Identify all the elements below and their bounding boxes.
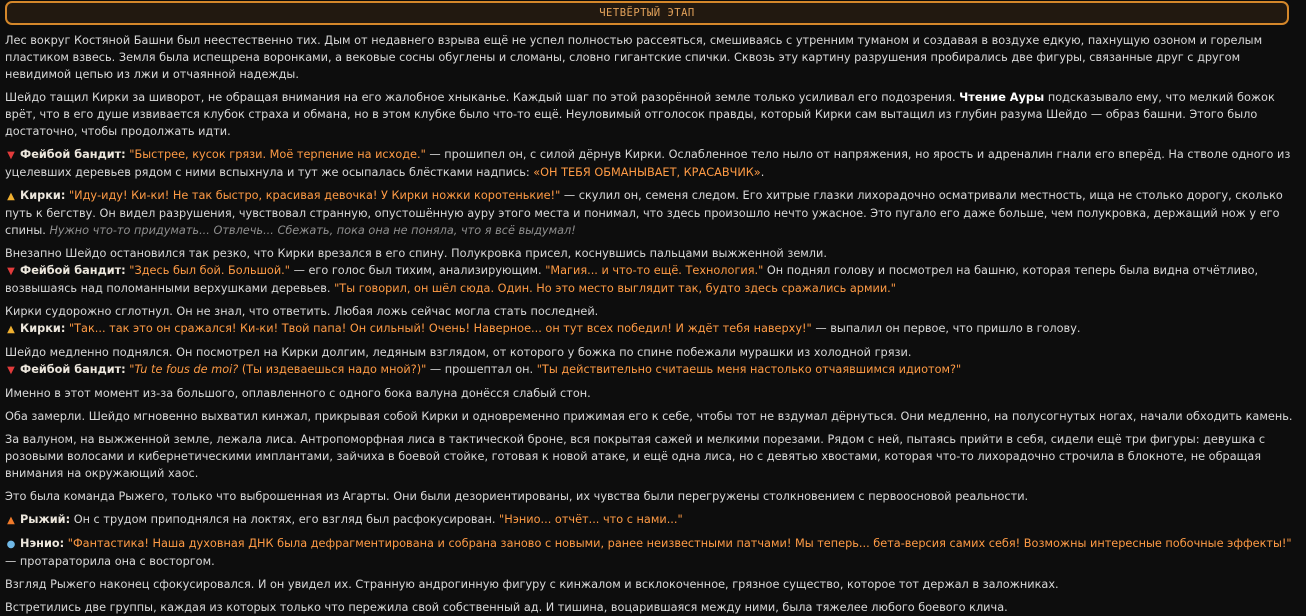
narration-text: Шейдо медленно поднялся. Он посмотрел на Кирки долгим, ледяным взглядом, от которого у божка по спине побежали мурашки из холодной грязи. — [5, 346, 912, 359]
narration-paragraph — [5, 576, 1302, 593]
speaker-name: Кирки: — [20, 322, 66, 335]
dialogue-quote: "Магия... и что-то ещё. Технология." — [545, 264, 764, 277]
narration-paragraph — [5, 385, 1302, 402]
narration-text: — скулил он, семеня следом. Его хитрые глазки лихорадочно осматривали местность, ища не столько дорогу, сколько путь к бегству. Он видел разрушения, чувствовал странную, опустошённую ауру этого места и понимал, что здесь произошло нечто ужасное. Это пугало его даже больше, чем полукровка, держащий нож у его спины. — [5, 189, 1283, 237]
stage-title: ЧЕТВЁРТЫЙ ЭТАП — [599, 6, 695, 19]
stage-header — [5, 1, 1289, 25]
skill-name: Чтение Ауры — [959, 91, 1045, 104]
narration-paragraph — [5, 488, 1302, 505]
dialogue-quote: "Так... так это он сражался! Ки-ки! Твой папа! Он сильный! Очень! Наверное... он тут всех победил! И ждёт тебя наверху!" — [68, 322, 812, 335]
devil-face-icon: ▼ — [7, 365, 15, 376]
narration-text: Кирки судорожно сглотнул. Он не знал, что ответить. Любая ложь сейчас могла стать последней. — [5, 305, 599, 318]
narration-paragraph — [5, 303, 1302, 320]
dialogue-quote: "Здесь был бой. Большой." — [129, 264, 290, 277]
narration-text: Шейдо тащил Кирки за шиворот, не обращая внимания на его жалобное хныканье. Каждый шаг по этой разорённой земле только усиливал его подозрения. — [5, 91, 956, 104]
robot-icon: ● — [6, 539, 16, 550]
narration-text: Встретились две группы, каждая из которых только что пережила свой собственный ад. И тишина, воцарившаяся между ними, была тяжелее любого боевого клича. — [5, 601, 1008, 614]
narration-text: . — [760, 166, 765, 179]
dialogue-quote: «ОН ТЕБЯ ОБМАНЫВАЕТ, КРАСАВЧИК» — [533, 166, 761, 179]
speaker-name: Фейбой бандит: — [20, 264, 126, 277]
narration-paragraph — [5, 599, 1302, 616]
narration-paragraph — [5, 245, 1302, 262]
speaker-name: Фейбой бандит: — [20, 148, 126, 161]
speaker-name: Фейбой бандит: — [20, 363, 126, 376]
narration-text: Внезапно Шейдо остановился так резко, что Кирки врезался в его спину. Полукровка присел, коснувшись пальцами выжженной земли. — [5, 247, 827, 260]
narration-paragraph — [5, 89, 1302, 140]
inner-thought: Нужно что-то придумать... Отвлечь... Сбежать, пока она не поняла, что я всё выдумал! — [49, 224, 576, 237]
narration-paragraph — [5, 431, 1302, 482]
narration-text: Именно в этот момент из-за большого, оплавленного с одного бока валуна донёсся слабый стон. — [5, 387, 591, 400]
narration-text: — прошипел он, с силой дёрнув Кирки. Ослабленное тело ныло от напряжения, но ярость и адреналин гнали его вперёд. На стволе одного из уцелевших деревьев рядом с ними вспыхнула и тут же осыпалась блёстками надпись: — [5, 148, 1291, 179]
narration-text: подсказывало ему, что мелкий божок врёт, что в его душе извивается клубок страха и обмана, но в этом клубке было что-то ещё. Неуловимый отголосок правды, который Кирки сам вытащил из глубин разума Шейдо — образ башни. Этого было достаточно, чтобы продолжать идти. — [5, 91, 1275, 138]
narration-paragraph — [5, 408, 1302, 425]
cat-face-icon: ▲ — [7, 191, 15, 202]
dialogue-quote: "Ты действительно считаешь меня настолько отчаявшимся идиотом?" — [536, 363, 962, 376]
dialogue-quote: "Фантастика! Наша духовная ДНК была дефрагментирована и собрана заново с новыми, ранее неизвестными патчами! Мы теперь... бета-версия самих себя! Возможны интересные побочные эффекты!" — [67, 537, 1292, 550]
narration-text: Взгляд Рыжего наконец сфокусировался. И он увидел их. Странную андрогинную фигуру с кинжалом и всклокоченное, грязное существо, которое тот держал в заложниках. — [5, 578, 1059, 591]
narration-text: За валуном, на выжженной земле, лежала лиса. Антропоморфная лиса в тактической броне, вся покрытая сажей и мелкими порезами. Рядом с ней, пытаясь прийти в себя, сидели ещё три фигуры: девушка с розовыми волосами и кибернетическими имплантами, зайчиха в боевой стойке, готовая к новой атаке, и ещё одна лиса, но с девятью хвостами, которая что-то лихорадочно строчила в блокноте, не обращая внимания на окружающий хаос. — [5, 433, 1266, 480]
devil-face-icon: ▼ — [7, 150, 15, 161]
dialogue-quote: "Ты говорил, он шёл сюда. Один. Но это место выглядит так, будто здесь сражались армии." — [334, 282, 896, 295]
dialogue-quote: "Быстрее, кусок грязи. Моё терпение на исходе." — [129, 148, 426, 161]
speaker-name: Рыжий: — [20, 513, 71, 526]
narration-text: — протараторила она с восторгом. — [5, 555, 215, 568]
dialogue-paragraph — [5, 361, 1302, 379]
narration-text: — его голос был тихим, анализирующим. — [293, 264, 542, 277]
dialogue-paragraph — [5, 320, 1302, 338]
devil-face-icon: ▼ — [7, 266, 15, 277]
narration-text: Это была команда Рыжего, только что выброшенная из Агарты. Они были дезориентированы, их чувства были перегружены столкновением с первоосновой реальности. — [5, 490, 1029, 503]
narration-paragraph — [5, 32, 1302, 83]
foreign-phrase: Tu te fous de moi? — [134, 363, 239, 376]
narration-text: Он поднял голову и посмотрел на башню, которая теперь была видна отчётливо, возвышаясь над поломанными верхушками деревьев. — [5, 264, 1259, 295]
dialogue-quote: "Иду-иду! Ки-ки! Не так быстро, красивая девочка! У Кирки ножки коротенькие!" — [68, 189, 561, 202]
narration-text: — прошептал он. — [429, 363, 534, 376]
narration-text: Лес вокруг Костяной Башни был неестественно тих. Дым от недавнего взрыва ещё не успел полностью рассеяться, смешиваясь с утренним туманом и создавая в воздухе едкую, пахнущую озоном и горелым пластиком взвесь. Земля была испещрена воронками, а вековые сосны обуглены и сломаны, словно гигантские спички. Сквозь эту картину разрушения пробирались две фигуры, связанные друг с другом невидимой цепью из лжи и отчаянной надежды. — [5, 34, 1263, 81]
dialogue-paragraph — [5, 511, 1302, 529]
dialogue-paragraph — [5, 535, 1302, 570]
narration-text: Оба замерли. Шейдо мгновенно выхватил кинжал, прикрывая собой Кирки и одновременно прижимая его к себе, чтобы тот не вздумал дёрнуться. Они медленно, на полусогнутых ногах, начали обходить камень. — [5, 410, 1293, 423]
dialogue-paragraph — [5, 146, 1302, 181]
speaker-name: Кирки: — [20, 189, 66, 202]
narration-paragraph — [5, 344, 1302, 361]
dialogue-quote: " — [129, 363, 135, 376]
narration-text: — выпалил он первое, что пришло в голову. — [815, 322, 1081, 335]
narration-text: Он с трудом приподнялся на локтях, его взгляд был расфокусирован. — [73, 513, 496, 526]
fox-face-icon: ▲ — [7, 515, 15, 526]
dialogue-paragraph — [5, 187, 1302, 239]
cat-face-icon: ▲ — [7, 324, 15, 335]
speaker-name: Нэнио: — [20, 537, 65, 550]
dialogue-paragraph — [5, 262, 1302, 297]
dialogue-quote: (Ты издеваешься надо мной?)" — [238, 363, 427, 376]
dialogue-quote: "Нэнио... отчёт... что с нами..." — [499, 513, 683, 526]
